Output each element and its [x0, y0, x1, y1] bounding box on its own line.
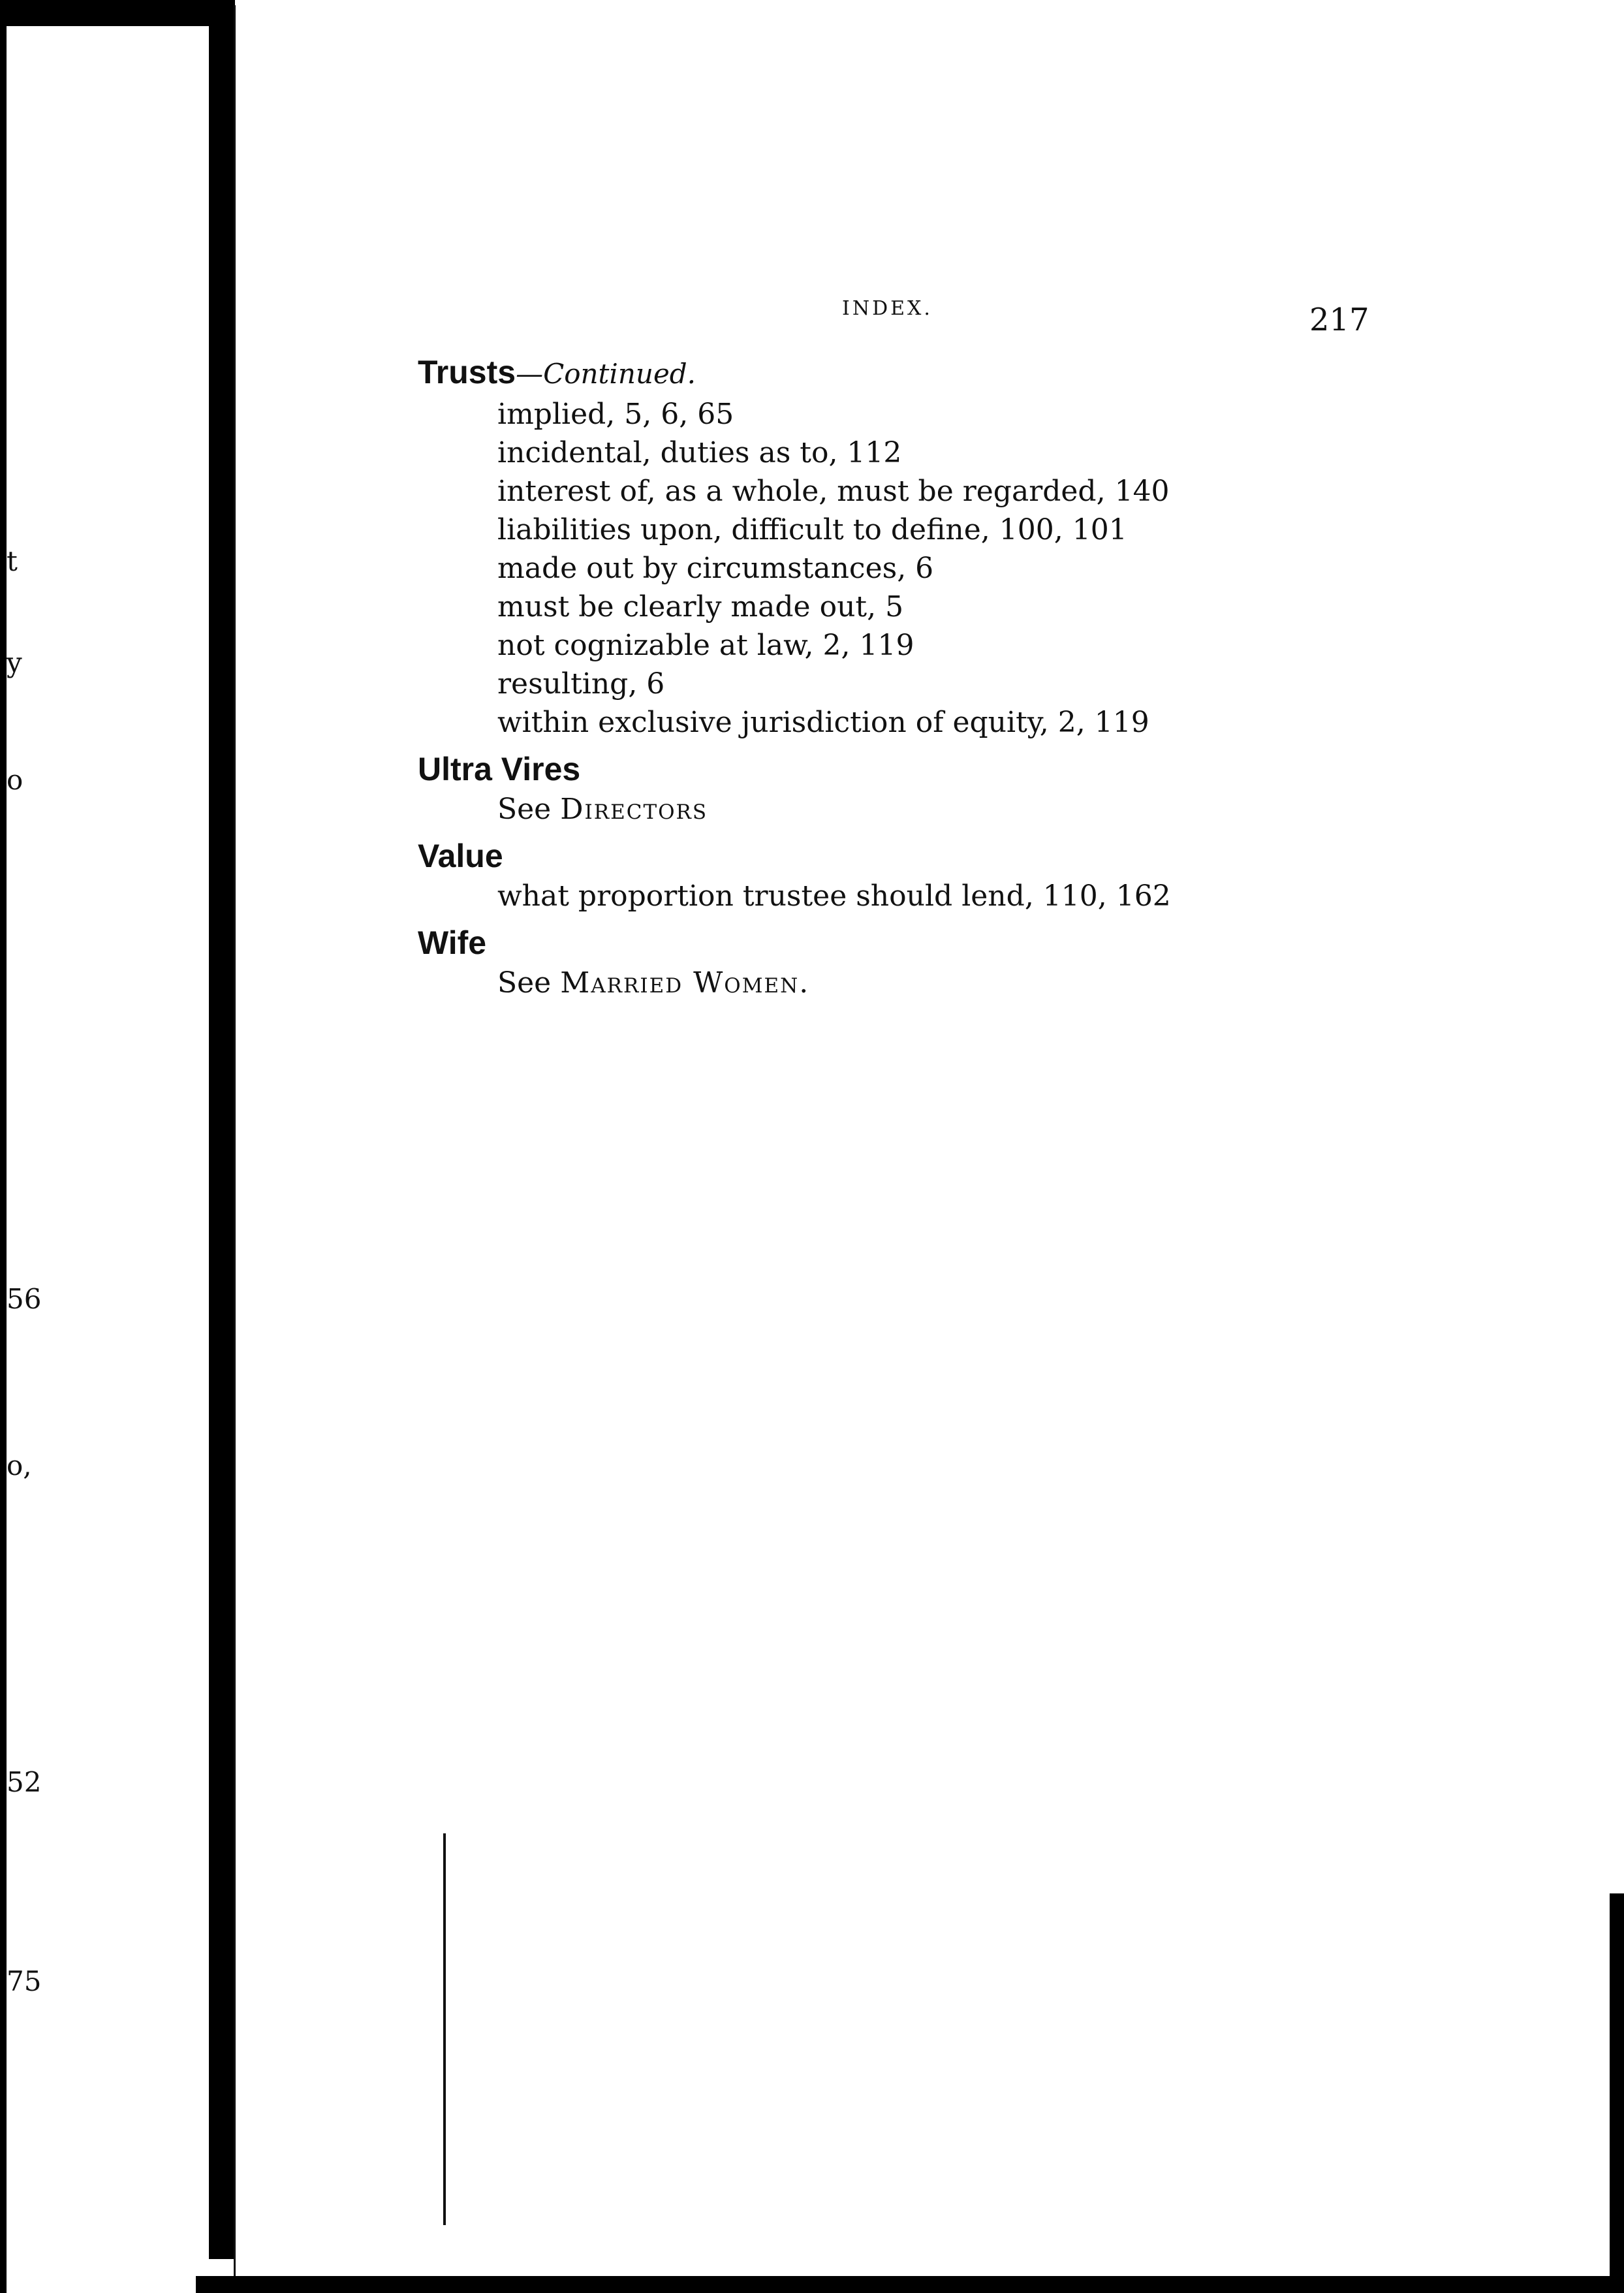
margin-fragment: 56 — [7, 1283, 42, 1315]
scan-background-top — [0, 0, 235, 26]
entry-heading: Wife — [418, 925, 487, 961]
subentry: within exclusive jurisdiction of equity, 2, 119 — [497, 706, 1149, 739]
subentry: liabilities upon, difficult to define, 100, 101 — [497, 513, 1127, 546]
entry-spacer — [418, 742, 1332, 748]
entry-spacer — [418, 915, 1332, 922]
scan-edge-bottom — [196, 2276, 1624, 2293]
page-gutter — [209, 0, 235, 2259]
index-entry-wife — [418, 922, 1332, 1002]
see-target: Directors — [560, 793, 708, 826]
scan-background — [0, 0, 7, 2293]
subentry: must be clearly made out, 5 — [497, 590, 904, 624]
see-reference — [418, 964, 1332, 1002]
see-reference — [418, 790, 1332, 829]
page-border — [443, 1833, 446, 2225]
entry-heading: Ultra Vires — [418, 751, 581, 787]
index-entry-value — [418, 835, 1332, 915]
margin-fragment: o — [7, 764, 23, 796]
margin-fragment: 75 — [7, 1965, 42, 1997]
entry-spacer — [418, 829, 1332, 835]
index-entry-ultra-vires — [418, 748, 1332, 829]
margin-fragment: o, — [7, 1449, 32, 1481]
subentry: implied, 5, 6, 65 — [497, 398, 734, 431]
margin-fragment: t — [7, 545, 18, 577]
heading-text: Trusts — [418, 354, 516, 390]
see-prefix: See — [497, 793, 552, 826]
margin-fragment: 52 — [7, 1766, 42, 1798]
subentry: resulting, 6 — [497, 667, 665, 701]
see-target: Married Women. — [560, 966, 810, 1000]
index-page — [234, 5, 1606, 2276]
index-list — [418, 351, 1332, 1002]
see-prefix: See — [497, 966, 552, 1000]
subentry: interest of, as a whole, must be regarded, 140 — [497, 475, 1170, 508]
entry-heading — [418, 351, 1332, 395]
subentry: made out by circumstances, 6 — [497, 552, 934, 585]
page-number: 217 — [1309, 302, 1369, 338]
index-entry-trusts — [418, 351, 1332, 742]
margin-fragment: y — [7, 646, 22, 678]
subentry: what proportion trustee should lend, 110, 162 — [497, 879, 1171, 913]
subentry: incidental, duties as to, 112 — [497, 436, 902, 469]
continued-label: —Continued. — [516, 358, 696, 390]
subentry: not cognizable at law, 2, 119 — [497, 629, 914, 662]
entry-heading: Value — [418, 838, 503, 874]
facing-page — [7, 26, 221, 2246]
running-head: INDEX. — [842, 297, 933, 320]
scan-edge-right — [1610, 1893, 1624, 2293]
